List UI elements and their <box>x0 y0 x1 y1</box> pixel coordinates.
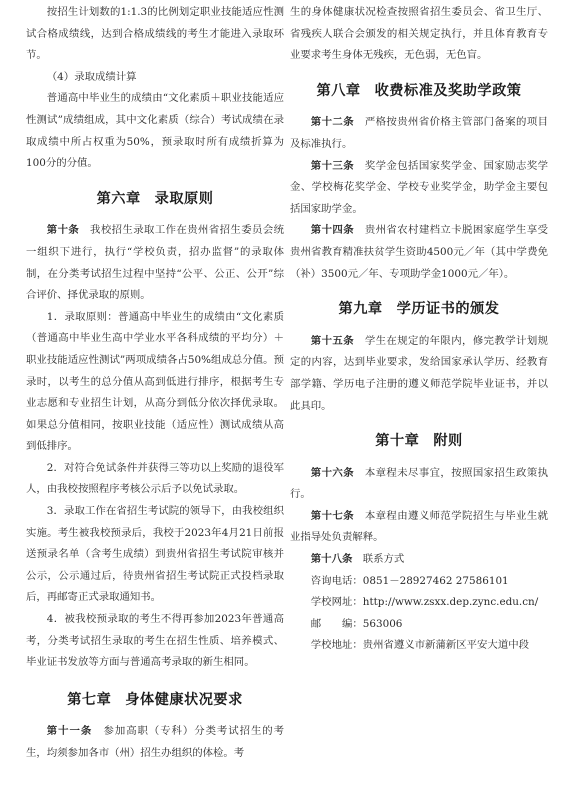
article-18-number: 第十八条 <box>310 553 353 566</box>
article-13-number: 第十三条 <box>310 159 354 172</box>
contact-website-label: 学校网址： <box>310 596 363 609</box>
article-15-number: 第十五条 <box>310 334 354 347</box>
chapter-10-number: 第十章 <box>375 433 420 450</box>
article-10 <box>26 220 284 306</box>
contact-phone-label: 咨询电话： <box>310 574 363 587</box>
contact-postcode-value: 563006 <box>362 617 403 630</box>
article-15 <box>290 331 548 417</box>
chapter-6-heading <box>26 189 284 211</box>
article-14-text: 贵州省农村建档立卡脱困家庭学生享受贵州省教育精准扶贫学生资助4500元／年（其中学费免（补）3500元／年、专项助学金1000元／年）。 <box>290 224 549 280</box>
contact-postcode-label: 邮 编： <box>310 617 363 630</box>
item-4: 4．被我校预录取的考生不得再参加2023年普通高考，分类考试招生录取的考生在招生性质、培养模式、毕业证书发放等方面与普通高考录取的新生相同。 <box>26 613 284 669</box>
paragraph-calc-heading: （4）录取成绩计算 <box>46 70 137 83</box>
article-16-number: 第十六条 <box>310 466 354 479</box>
paragraph-health-continued: 生的身体健康状况检查按照省招生委员会、省卫生厅、省残疾人联合会颁发的相关规定执行，并且体育教育专业要求考生身体无残疾，无色弱，无色盲。 <box>290 6 548 62</box>
chapter-8-heading <box>290 81 548 103</box>
item-1: 1．录取原则：普通高中毕业生的成绩由“文化素质（普通高中毕业生高中学业水平各科成绩的平均分）＋职业技能适应性测试”两项成绩各占50%组成总分值。预录时，以考生的总分值从高到低进行排序，根据考生专业志愿和专业招生计划，从高分到低分依次择优录取。如果总分值相同，按职业技能（适应性）测试成绩从高到低排序。 <box>26 310 284 453</box>
article-12-number: 第十二条 <box>310 116 354 129</box>
article-17-text: 本章程由遵义师范学院招生与毕业生就业指导处负责解释。 <box>290 509 549 544</box>
contact-address-value: 贵州省遵义市新蒲新区平安大道中段 <box>362 639 529 652</box>
contact-phone <box>290 571 548 593</box>
chapter-7-heading <box>26 690 284 712</box>
chapter-8-number: 第八章 <box>316 82 361 99</box>
chapter-6-title: 录取原则 <box>154 190 214 207</box>
chapter-10-title: 附则 <box>433 433 463 450</box>
contact-address-label: 学校地址： <box>310 639 363 652</box>
chapter-9-heading <box>290 299 548 321</box>
article-13 <box>290 156 548 221</box>
right-column <box>290 0 548 657</box>
article-11 <box>26 721 284 764</box>
chapter-7-number: 第七章 <box>67 691 112 708</box>
contact-website-link[interactable]: http://www.zsxx.dep.zync.edu.cn/ <box>362 596 539 609</box>
article-18 <box>290 549 548 571</box>
article-14 <box>290 220 548 285</box>
chapter-9-title: 学历证书的颁发 <box>396 301 500 318</box>
article-12 <box>290 112 548 155</box>
article-13-text: 奖学金包括国家奖学金、国家励志奖学金、学校梅花奖学金、学校专业奖学金，助学金主要包括国家助学金。 <box>290 159 549 215</box>
chapter-8-title: 收费标准及奖助学政策 <box>374 82 522 99</box>
article-17 <box>290 506 548 549</box>
article-18-text: 联系方式 <box>362 553 405 566</box>
article-10-number: 第十条 <box>46 224 80 237</box>
chapter-6-number: 第六章 <box>96 190 141 207</box>
item-2: 2．对符合免试条件并获得三等功以上奖励的退役军人，由我校按照程序考核公示后予以免试录取。 <box>26 461 284 496</box>
article-14-number: 第十四条 <box>310 224 354 237</box>
article-12-text: 严格按贵州省价格主管部门备案的项目及标准执行。 <box>290 116 549 150</box>
article-10-text: 我校招生录取工作在贵州省招生委员会统一组织下进行，执行“学校负责，招办监督”的录取体制，在分类考试招生过程中坚持“公平、公正、公开”综合评价、择优录取的原则。 <box>26 224 285 302</box>
item-3: 3．录取工作在省招生考试院的领导下，由我校组织实施。考生被我校预录后，我校于2023年4月21日前报送预录名单（含考生成绩）到贵州省招生考试院审核并公示，公示通过后，待贵州省招生考试院正式投档录取后，再邮寄正式录取通知书。 <box>26 505 284 604</box>
article-11-text: 参加高职（专科）分类考试招生的考生，均须参加各市（州）招生办组织的体检。考 <box>26 725 285 759</box>
article-16-text: 本章程未尽事宜，按照国家招生政策执行。 <box>290 466 549 501</box>
chapter-9-number: 第九章 <box>338 301 383 318</box>
article-16 <box>290 463 548 506</box>
contact-address <box>290 635 548 657</box>
article-11-number: 第十一条 <box>46 725 93 738</box>
paragraph-ratio: 按招生计划数的1:1.3的比例划定职业技能适应性测试合格成绩线，达到合格成绩线的考生才能进入录取环节。 <box>26 6 284 62</box>
left-column <box>26 0 284 765</box>
article-15-text: 学生在规定的年限内，修完教学计划规定的内容，达到毕业要求，发给国家承认学历、经教育部学籍、学历电子注册的遵义师范学院毕业证书，并以此具印。 <box>290 334 549 412</box>
chapter-10-heading <box>290 431 548 453</box>
contact-postcode <box>290 614 548 636</box>
contact-phone-value: 0851－28927462 27586101 <box>362 574 509 587</box>
article-17-number: 第十七条 <box>310 509 354 522</box>
chapter-7-title: 身体健康状况要求 <box>125 691 243 708</box>
contact-website <box>290 592 548 614</box>
paragraph-calc-body: 普通高中毕业生的成绩由“文化素质＋职业技能适应性测试”成绩组成，其中文化素质（综合）考试成绩在录取成绩中所占权重为50%，预录取时所有成绩折算为100分的分值。 <box>26 92 284 170</box>
